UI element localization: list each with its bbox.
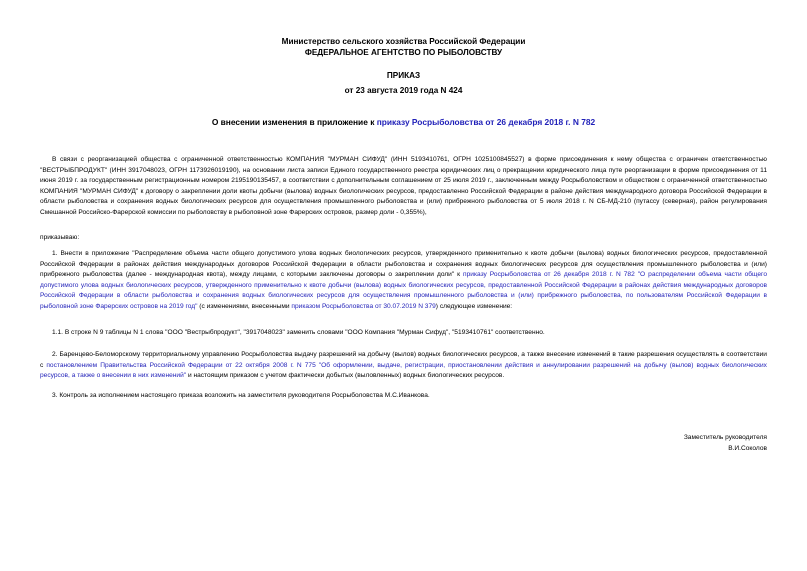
- item-3: [40, 391, 767, 402]
- item-2-text: [40, 350, 767, 382]
- item-2: [40, 350, 767, 382]
- item-3-text: 3. Контроль за исполнением настоящего приказа возложить на заместителя руководителя Росрыболовства М.С.Иванкова.: [52, 392, 430, 399]
- item-2-resolution-link[interactable]: постановлением Правительства Российской Федерации от 22 октября 2008 г. N 775 "Об оформлении, выдаче, регистрации, приостановлении действия и аннулировании разрешений на добычу (вылов) водных биологических ресурсов, а также о внесении в них изменений": [40, 361, 767, 380]
- subject-line: [0, 117, 807, 127]
- signature-position: Заместитель руководителя: [683, 434, 767, 441]
- item-1-text-c: ) следующее изменение:: [435, 302, 513, 310]
- agency-title: ФЕДЕРАЛЬНОЕ АГЕНТСТВО ПО РЫБОЛОВСТВУ: [304, 48, 503, 57]
- item-1-text: [40, 249, 767, 313]
- signature-name: В.И.Соколов: [728, 445, 767, 452]
- item-1: [40, 249, 767, 313]
- intro-paragraph: [40, 155, 767, 219]
- doc-type: ПРИКАЗ: [386, 71, 421, 80]
- subject-prefix: О внесении изменения в приложение к: [211, 117, 377, 127]
- item-1-text-a: 1. Внести в приложение "Распределение объема части общего допустимого улова водных биологических ресурсов, утвержденного применительно к квоте добычи (вылова) водных биологических ресурсов, предоставленной Российской Федерации в районах действия международных договоров Российской Федерации в области рыболовства и сохранения водных биологических ресурсов для осуществления промышленного рыболовства и (или) прибрежного рыболовства (далее - международная квота), между лицами, с которыми заключены договоры о закреплении доли" к: [40, 250, 767, 279]
- subject-link[interactable]: приказу Росрыболовства от 26 декабря 2018 г. N 782: [376, 117, 596, 127]
- item-1-1: [40, 328, 767, 339]
- intro-text: В связи с реорганизацией общества с ограниченной ответственностью КОМПАНИЯ "МУРМАН СИФУД" (ИНН 5193410761, ОГРН 1025100845527) в форме присоединения к нему общества с ограничен ответственностью "ВЕСТРЫБПРОДУКТ" (ИНН 3917048023, ОГРН 1173926019190), на основании листа записи Единого государственного реестра юридических лиц о прекращении юридического лица путе реорганизации в форме присоединения от 11 июня 2019 г. за государственным регистрационным номером 2195190135457, в соответствии с дополнительным соглашением от 25 июля 2019 г., заключенным между Росрыболовством и обществом с ограниченной ответственностью КОМПАНИЯ "МУРМАН СИФУД" к договору о закреплении доли квоты добычи (вылова) водных биологических ресурсов, предоставленно Российской Федерации в районе действия международного договора Российской Федерации в области рыболовства и сохранения водных биологических ресурсов для осуществления промышленного рыболовства и (или) прибрежного рыболовства от 5 июля 2018 г. N СБ-МД-210 (путассу (северная), район регулирования Смешанной Российско-Фарерской комиссии по рыболовству в рыболовной зоне Фарерских островов, размер доли - 0,355%),: [40, 156, 767, 216]
- orders-word: приказываю:: [40, 234, 80, 241]
- item-2-text-b: и настоящим приказом с учетом фактически добытых (выловленных) водных биологических ресурсов.: [186, 372, 505, 380]
- item-1-text-b: (с изменениями, внесенными: [197, 302, 292, 310]
- item-1-order-link[interactable]: приказу Росрыболовства от 26 декабря 2018 г. N 782 "О распределении объема части общего допустимого улова водных биологических ресурсов, утвержденного применительно к квоте добычи (вылова) водных биологических ресурсов, предоставленной Российской Федерации в районах действия международных договоров Российской Федерации в области рыболовства и сохранения водных биологических ресурсов для осуществления промышленного рыболовства и (или) прибрежного рыболовства, по пользователям Российской Федерации в рыболовной зоне Фарерских островов на 2019 год": [40, 271, 767, 310]
- ministry-title: Министерство сельского хозяйства Российской Федерации: [281, 37, 526, 46]
- item-2-text-a: 2. Баренцево-Беломорскому территориальному управлению Росрыболовства выдачу разрешений на добычу (вылов) водных биологических ресурсов, а также внесение изменений в такие разрешения осуществлять в соответствии с: [40, 351, 767, 369]
- signature-block: [684, 432, 767, 454]
- item-1-amendment-link[interactable]: приказом Росрыболовства от 30.07.2019 N 379: [291, 302, 436, 310]
- orders-line: [40, 233, 767, 244]
- doc-date-number: от 23 августа 2019 года N 424: [344, 86, 463, 95]
- item-1-1-text: 1.1. В строке N 9 таблицы N 1 слова "ООО "Вестрыбпродукт", "3917048023" заменить словами "ООО Компания "Мурман Сифуд", "5193410761" соответственно.: [52, 329, 545, 336]
